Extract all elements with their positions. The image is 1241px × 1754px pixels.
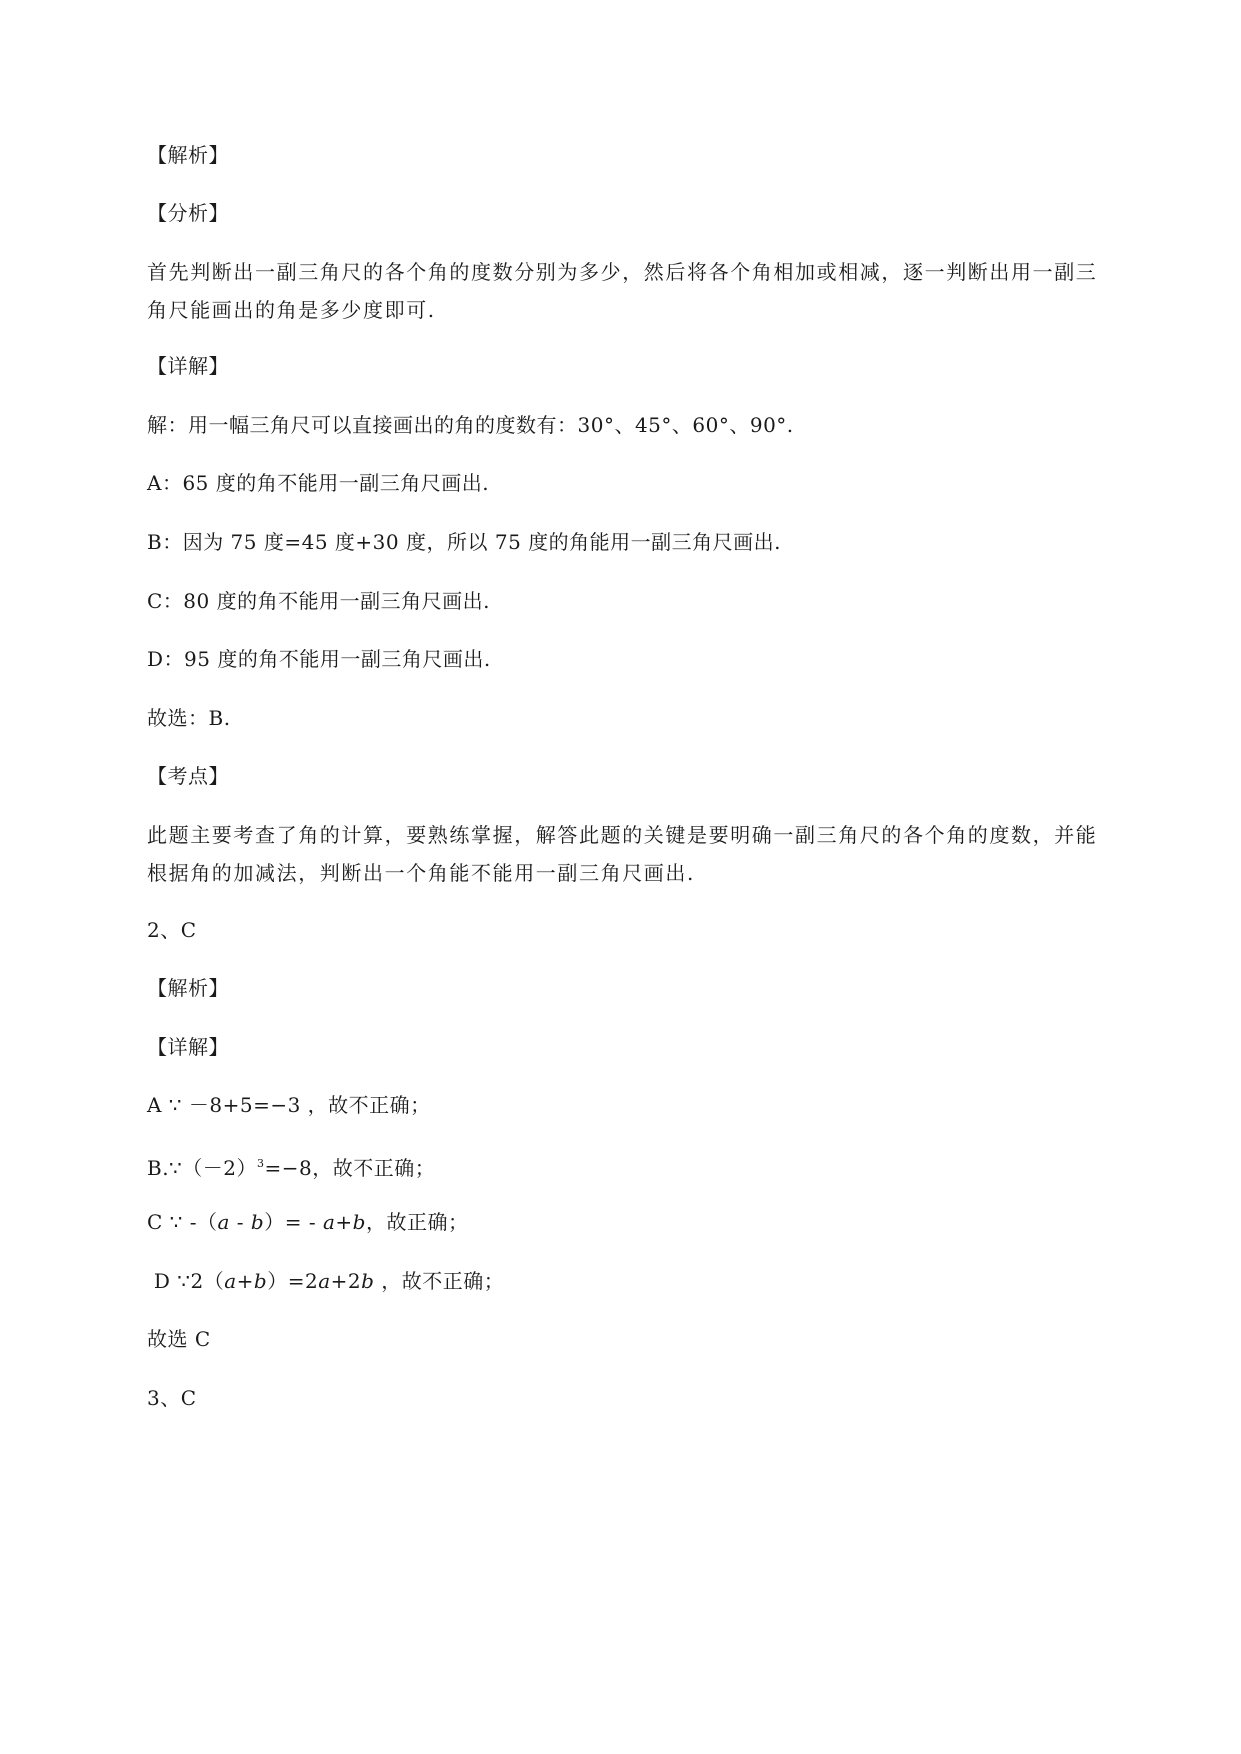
option-c-explanation: C：80 度的角不能用一副三角尺画出.: [147, 589, 490, 613]
q2d-part-5: ，故不正确；: [374, 1269, 505, 1293]
var-b: b: [250, 1210, 265, 1234]
option-d-explanation: D：95 度的角不能用一副三角尺画出.: [147, 647, 491, 671]
q2d-part-3: ）=2: [267, 1269, 319, 1293]
question-2-answer: 2、C: [147, 918, 197, 942]
q2c-part-4: +: [335, 1210, 353, 1234]
q2-option-c: [147, 1208, 468, 1236]
var-a: a: [322, 1210, 336, 1234]
exponent: 3: [257, 1157, 265, 1170]
q2-option-b-pre: B.∵（－2）: [147, 1156, 258, 1180]
var-b: b: [352, 1210, 366, 1234]
analysis-line-2: 角尺能画出的角是多少度即可.: [147, 298, 436, 322]
var-b: b: [253, 1269, 268, 1293]
q2d-part-4: +2: [330, 1269, 362, 1293]
heading-xiangjie-2: 【详解】: [147, 1035, 229, 1059]
q2c-part-2: -: [229, 1210, 251, 1234]
q2d-part-1: D ∵2（: [147, 1269, 225, 1293]
var-b: b: [361, 1269, 375, 1293]
heading-jiexi: 【解析】: [147, 143, 229, 167]
var-a: a: [217, 1210, 230, 1234]
solution-intro: 解：用一幅三角尺可以直接画出的角的度数有：30°、45°、60°、90°.: [147, 413, 794, 437]
heading-fenxi: 【分析】: [147, 201, 229, 225]
answer-choice: 故选：B.: [147, 706, 231, 730]
q2-option-b-post: =−8，故不正确；: [264, 1156, 436, 1180]
q2d-part-2: +: [236, 1269, 254, 1293]
heading-xiangjie: 【详解】: [147, 354, 229, 378]
q2c-part-3: ）= -: [264, 1210, 323, 1234]
q2-option-d: [147, 1267, 504, 1295]
heading-jiexi-2: 【解析】: [147, 976, 229, 1000]
key-point-line-2: 根据角的加减法，判断出一个角能不能用一副三角尺画出.: [147, 861, 695, 885]
q2c-part-1: C ∵ -（: [147, 1210, 218, 1234]
option-a-explanation: A：65 度的角不能用一副三角尺画出.: [147, 471, 490, 495]
q2-option-a: A ∵ －8+5=−3 ，故不正确；: [147, 1093, 431, 1117]
var-a: a: [224, 1269, 237, 1293]
q2c-part-5: ，故正确；: [365, 1210, 469, 1234]
key-point-line-1: 此题主要考查了角的计算，要熟练掌握，解答此题的关键是要明确一副三角尺的各个角的度数，并能: [147, 823, 1098, 847]
option-b-explanation: B：因为 75 度=45 度+30 度，所以 75 度的角能用一副三角尺画出.: [147, 530, 782, 554]
q2-option-b: [147, 1150, 435, 1182]
q2-final-choice: 故选 C: [147, 1327, 211, 1351]
var-a: a: [318, 1269, 331, 1293]
analysis-line-1: 首先判断出一副三角尺的各个角的度数分别为多少，然后将各个角相加或相减，逐一判断出用一副三: [147, 260, 1098, 284]
question-3-answer: 3、C: [147, 1386, 197, 1410]
heading-kaodian: 【考点】: [147, 764, 229, 788]
